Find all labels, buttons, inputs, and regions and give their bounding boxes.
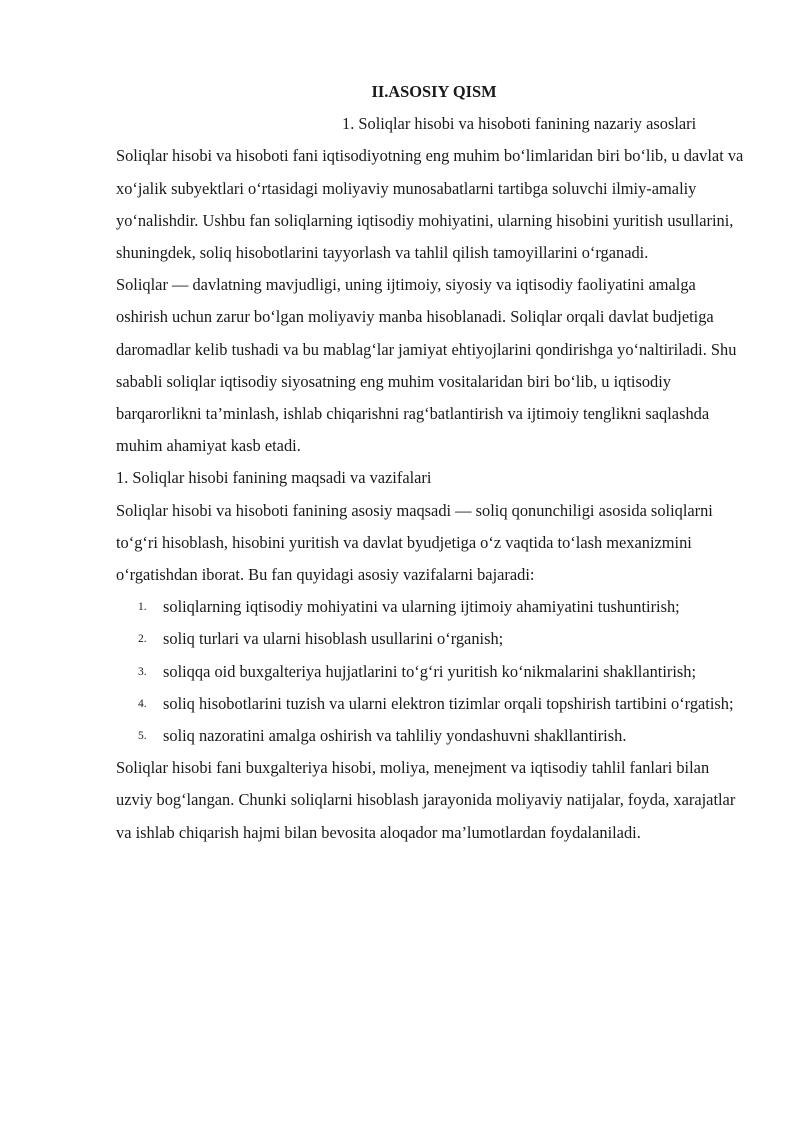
list-item (116, 623, 748, 655)
list-item (116, 591, 748, 623)
document-body (116, 76, 748, 849)
list-item-text: soliqqa oid buxgalteriya hujjatlarini to‘g‘ri yuritish ko‘nikmalarini shakllantirish; (163, 661, 697, 681)
paragraph-taxes: Soliqlar — davlatning mavjudligi, uning ijtimoiy, siyosiy va iqtisodiy faoliyatini amalga oshirish uchun zarur bo‘lgan moliyaviy manba hisoblanadi. Soliqlar orqali davlat budjetiga daromadlar kelib tushadi va bu mablag‘lar jamiyat ehtiyojlarini qondirishga yo‘naltiriladi. Shu sababli soliqlar iqtisodiy siyosatning eng muhim vositalaridan biri bo‘lib, u iqtisodiy barqarorlikni ta’minlash, ishlab chiqarishni rag‘batlantirish va ijtimoiy tenglikni saqlashda muhim ahamiyat kasb etadi. (116, 275, 737, 456)
list-item-number: 3. (138, 665, 147, 678)
section-subtitle: 1. Soliqlar hisobi va hisoboti fanining nazariy asoslari (342, 114, 697, 134)
paragraph-goal: Soliqlar hisobi va hisoboti fanining asosiy maqsadi — soliq qonunchiligi asosida soliqlarni to‘g‘ri hisoblash, hisobini yuritish va davlat byudjetiga o‘z vaqtida to‘lash mexanizmini o‘rgatishdan iborat. Bu fan quyidagi asosiy vazifalarni bajaradi: (116, 500, 713, 585)
task-list (116, 591, 748, 752)
list-item-text: soliq hisobotlarini tuzish va ularni elektron tizimlar orqali topshirish tartibini o‘rgatish; (163, 693, 734, 713)
list-item (116, 688, 748, 720)
list-item-number: 4. (138, 697, 147, 710)
page-title: II.ASOSIY QISM (371, 82, 497, 101)
list-item-number: 5. (138, 730, 147, 743)
list-item-text: soliqlarning iqtisodiy mohiyatini va ularning ijtimoiy ahamiyatini tushuntirish; (163, 597, 680, 617)
paragraph-intro: Soliqlar hisobi va hisoboti fani iqtisodiyotning eng muhim bo‘limlaridan biri bo‘lib, u davlat va xo‘jalik subyektlari o‘rtasidagi moliyaviy munosabatlarni tartibga soluvchi ilmiy-amaliy yo‘nalishdir. Ushbu fan soliqlarning iqtisodiy mohiyatini, ularning hisobini yuritish usullarini, shuningdek, soliq hisobotlarini tayyorlash va tahlil qilish tamoyillarini o‘rganadi. (116, 146, 744, 263)
list-item-number: 2. (138, 633, 147, 646)
paragraph-relations: Soliqlar hisobi fani buxgalteriya hisobi, moliya, menejment va iqtisodiy tahlil fanlari bilan uzviy bog‘langan. Chunki soliqlarni hisoblash jarayonida moliyaviy natijalar, foyda, xarajatlar va ishlab chiqarish hajmi bilan bevosita aloqador ma’lumotlardan foydalaniladi. (116, 758, 736, 842)
section-title: 1. Soliqlar hisobi fanining maqsadi va vazifalari (116, 468, 432, 488)
list-item (116, 656, 748, 688)
list-item (116, 720, 748, 752)
list-item-number: 1. (138, 601, 147, 614)
list-item-text: soliq turlari va ularni hisoblash usullarini o‘rganish; (163, 629, 504, 649)
list-item-text: soliq nazoratini amalga oshirish va tahliliy yondashuvni shakllantirish. (163, 726, 627, 746)
